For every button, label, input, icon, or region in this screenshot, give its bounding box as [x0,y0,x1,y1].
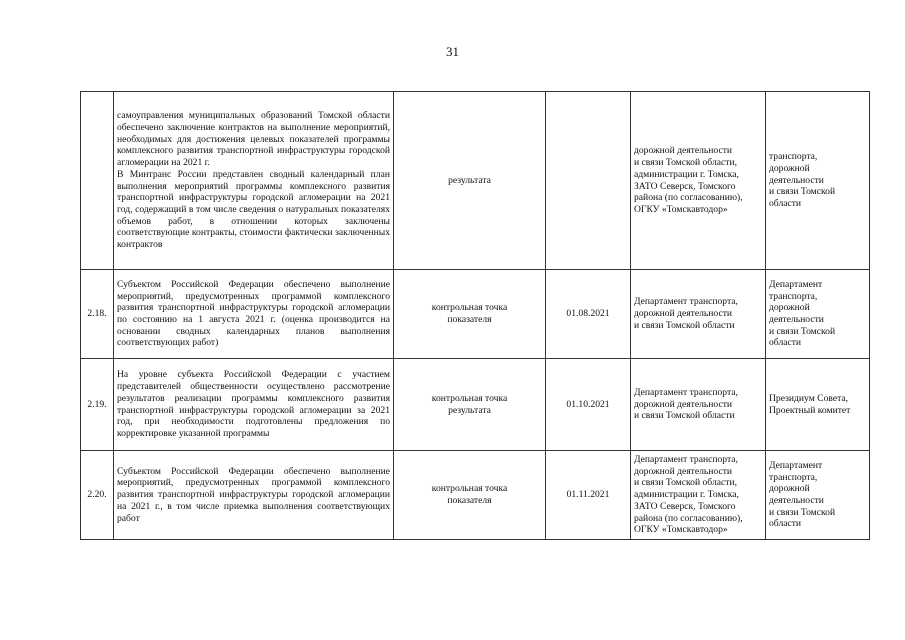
row-type: результата [394,92,546,270]
row-description: Субъектом Российской Федерации обеспечено выполнение мероприятий, предусмотренных программой комплексного развития транспортной инфраструктуры городской агломерации на 2021 г., в том числе приемка выполнения соответствующих работ [114,451,394,540]
row-date: 01.11.2021 [546,451,631,540]
row-control: транспорта, дорожной деятельности и связи Томской области [766,92,870,270]
row-date: 01.08.2021 [546,270,631,359]
row-date [546,92,631,270]
row-number: 2.20. [81,451,114,540]
table-row [81,451,870,540]
row-responsible: Департамент транспорта, дорожной деятельности и связи Томской области, администрации г. Томска, ЗАТО Северск, Томского района (по согласованию), ОГКУ «Томскавтодор» [631,451,766,540]
row-responsible: Департамент транспорта, дорожной деятельности и связи Томской области [631,359,766,451]
row-number: 2.18. [81,270,114,359]
row-responsible: Департамент транспорта, дорожной деятельности и связи Томской области [631,270,766,359]
table-row [81,270,870,359]
row-description: Субъектом Российской Федерации обеспечено выполнение мероприятий, предусмотренных программой комплексного развития транспортной инфраструктуры городской агломерации по состоянию на 1 августа 2021 г. (оценка производится на основании сводных календарных планов выполнения соответствующих работ) [114,270,394,359]
table-row [81,92,870,270]
table-row [81,359,870,451]
row-control: Президиум Совета, Проектный комитет [766,359,870,451]
row-type: контрольная точка показателя [394,270,546,359]
row-number: 2.19. [81,359,114,451]
row-responsible: дорожной деятельности и связи Томской области, администрации г. Томска, ЗАТО Северск, Томского района (по согласованию), ОГКУ «Томскавтодор» [631,92,766,270]
row-type: контрольная точка показателя [394,451,546,540]
row-number [81,92,114,270]
row-control: Департамент транспорта, дорожной деятельности и связи Томской области [766,451,870,540]
row-date: 01.10.2021 [546,359,631,451]
row-description: На уровне субъекта Российской Федерации с участием представителей общественности осуществлено рассмотрение результатов реализации программы комплексного развития транспортной инфраструктуры городской агломерации за 2021 год, при необходимости подготовлены предложения по корректировке указанной программы [114,359,394,451]
row-control: Департамент транспорта, дорожной деятельности и связи Томской области [766,270,870,359]
plan-table [80,91,870,540]
page-number: 31 [446,44,459,59]
row-description: самоуправления муниципальных образований Томской области обеспечено заключение контрактов на выполнение мероприятий, необходимых для достижения целевых показателей программы комплексного развития транспортной инфраструктуры городской агломерации на 2021 г. В Минтранс России представлен сводный календарный план выполнения мероприятий программы комплексного развития транспортной инфраструктуры городской агломерации на 2021 год, содержащий в том числе сведения о натуральных показателях объемов работ, в отношении которых заключены соответствующие контракты, стоимости фактически заключенных контрактов [114,92,394,270]
row-type: контрольная точка результата [394,359,546,451]
